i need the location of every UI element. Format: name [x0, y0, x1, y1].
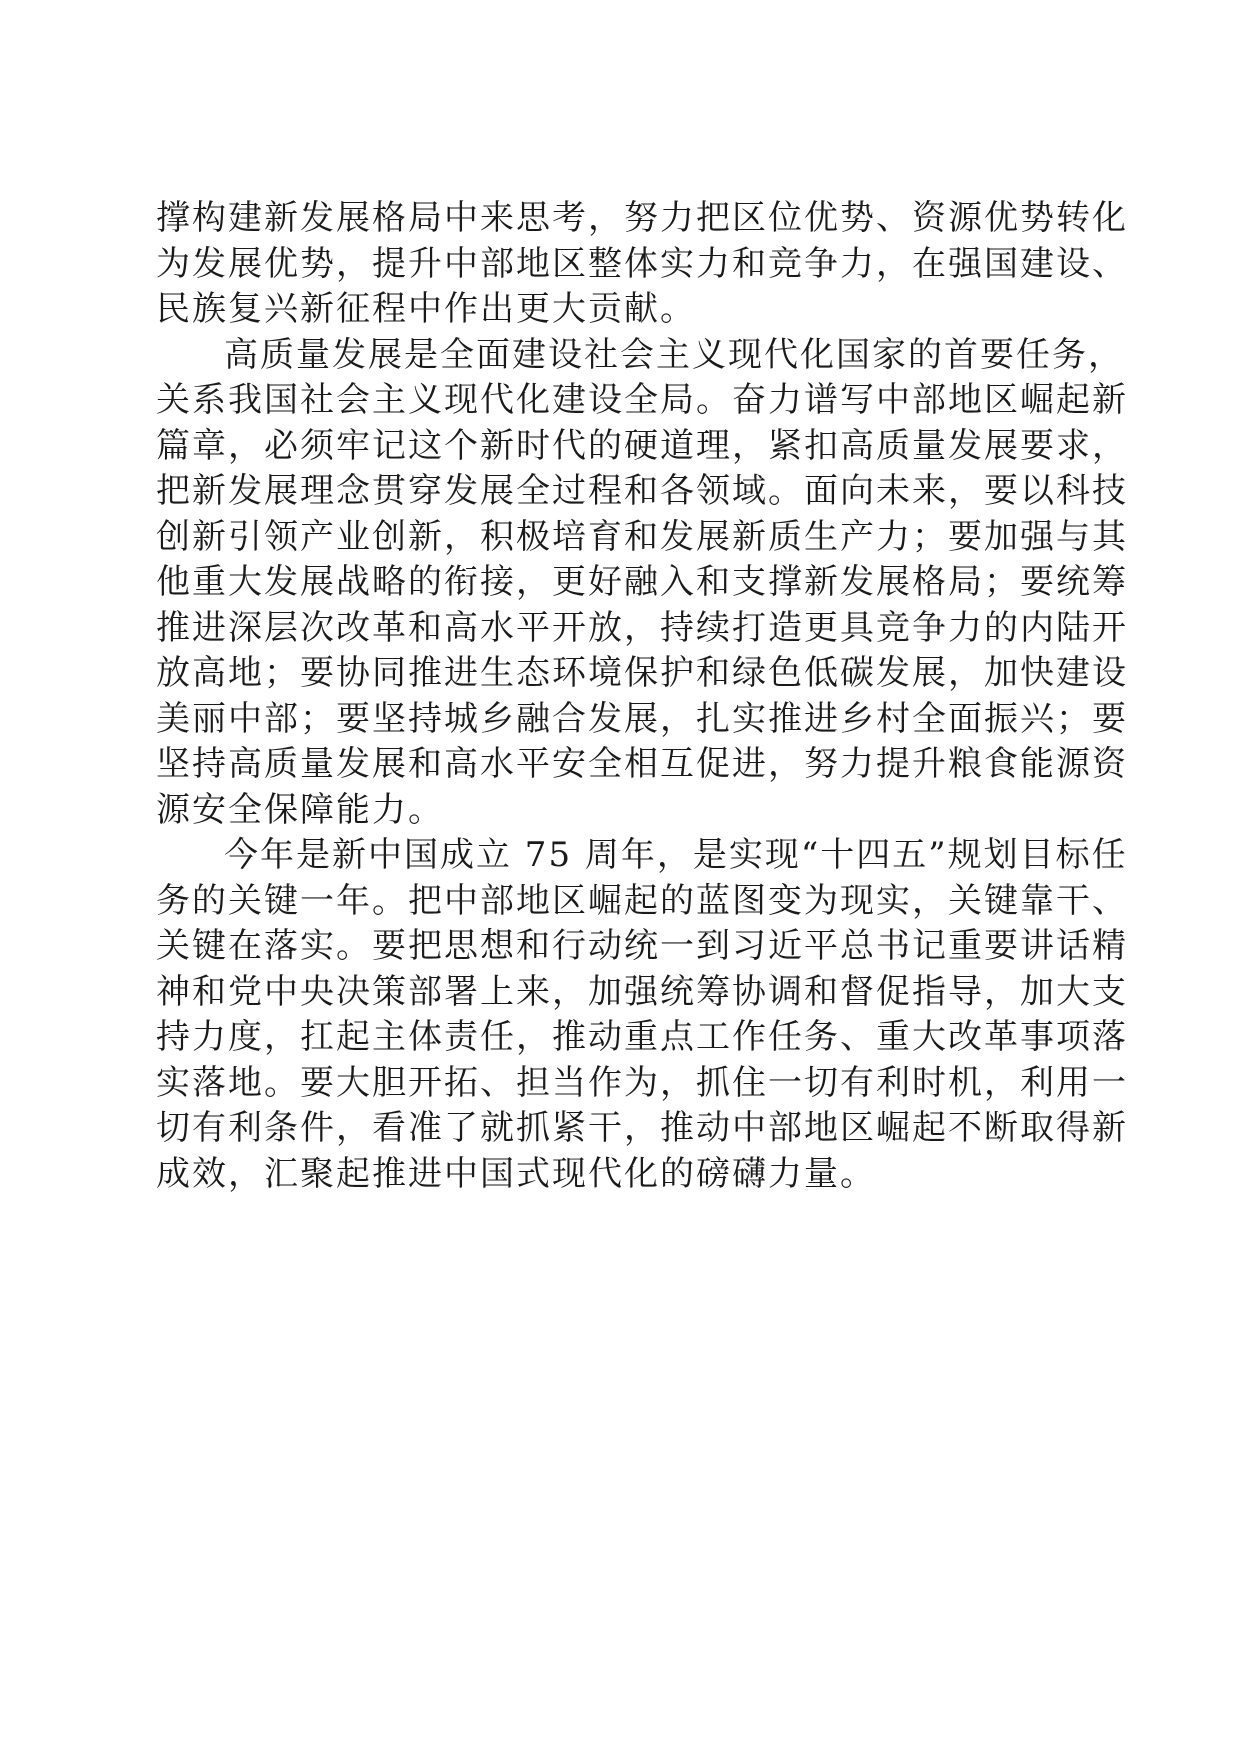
text-line: 成效，汇聚起推进中国式现代化的磅礴力量。 — [156, 1153, 876, 1194]
text-line: 推进深层次改革和高水平开放，持续打造更具竞争力的内陆开 — [156, 607, 1128, 648]
paragraph-2 — [156, 333, 1128, 834]
text-line: 神和党中央决策部署上来，加强统筹协调和督促指导，加大支 — [156, 971, 1128, 1012]
text-line: 务的关键一年。把中部地区崛起的蓝图变为现实，关键靠干、 — [156, 880, 1128, 921]
text-line: 关系我国社会主义现代化建设全局。奋力谱写中部地区崛起新 — [156, 380, 1128, 420]
text-line: 坚持高质量发展和高水平安全相互促进，努力提升粮食能源资 — [156, 744, 1128, 784]
article-body — [156, 196, 1128, 1197]
text-line: 关键在落实。要把思想和行动统一到习近平总书记重要讲话精 — [156, 926, 1128, 966]
text-line: 创新引领产业创新，积极培育和发展新质生产力；要加强与其 — [156, 516, 1128, 557]
text-line: 源安全保障能力。 — [156, 789, 444, 830]
text-line: 他重大发展战略的衔接，更好融入和支撑新发展格局；要统筹 — [156, 562, 1128, 602]
text-line: 切有利条件，看准了就抓紧干，推动中部地区崛起不断取得新 — [156, 1108, 1128, 1148]
text-line: 把新发展理念贯穿发展全过程和各领域。面向未来，要以科技 — [156, 471, 1128, 511]
text-line: 实落地。要大胆开拓、担当作为，抓住一切有利时机，利用一 — [156, 1062, 1128, 1103]
text-line: 高质量发展是全面建设社会主义现代化国家的首要任务， — [224, 334, 1124, 375]
paragraph-1 — [156, 196, 1128, 333]
text-line: 篇章，必须牢记这个新时代的硬道理，紧扣高质量发展要求， — [156, 425, 1128, 466]
text-line: 美丽中部；要坚持城乡融合发展，扎实推进乡村全面振兴；要 — [156, 698, 1128, 739]
text-line: 民族复兴新征程中作出更大贡献。 — [156, 289, 696, 329]
text-line: 放高地；要协同推进生态环境保护和绿色低碳发展，加快建设 — [156, 653, 1128, 693]
text-line: 今年是新中国成立 75 周年，是实现“十四五”规划目标任 — [224, 835, 1128, 875]
text-line: 为发展优势，提升中部地区整体实力和竞争力，在强国建设、 — [156, 243, 1128, 284]
paragraph-3 — [156, 833, 1128, 1197]
text-line: 撑构建新发展格局中来思考，努力把区位优势、资源优势转化 — [156, 198, 1128, 238]
text-line: 持力度，扛起主体责任，推动重点工作任务、重大改革事项落 — [156, 1017, 1128, 1057]
